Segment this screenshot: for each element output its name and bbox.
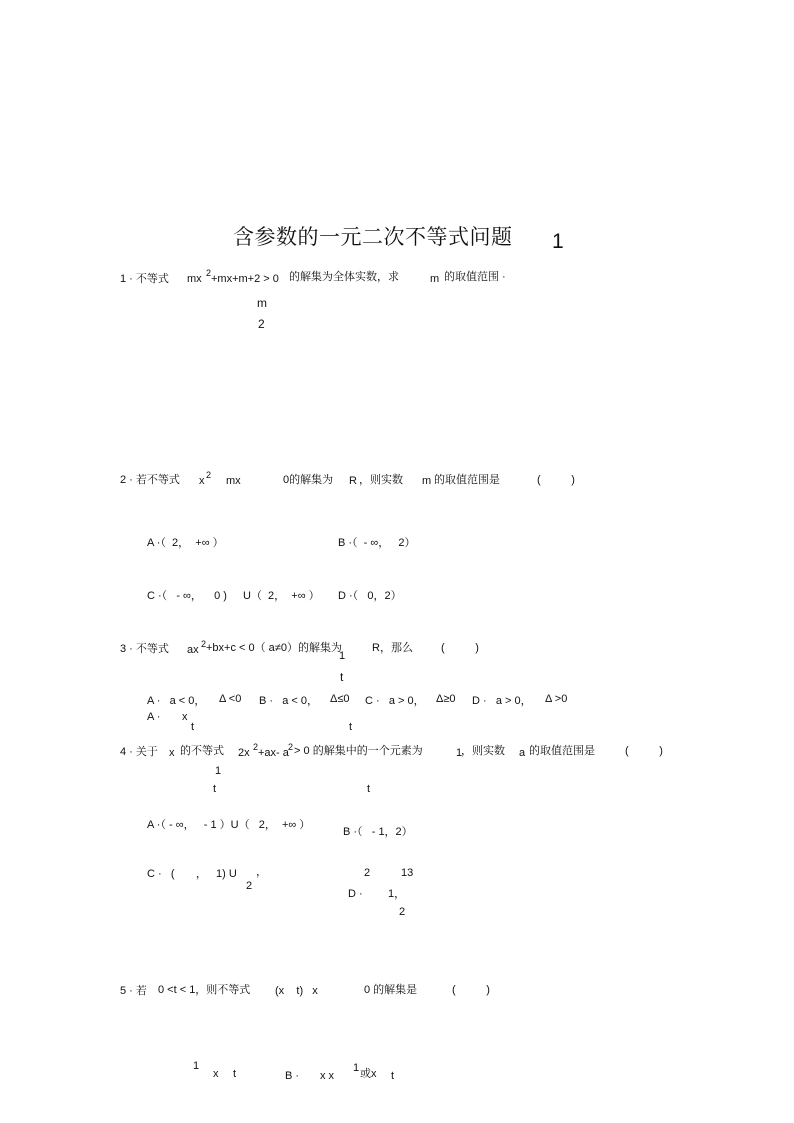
- q3-poly-a: ax: [187, 644, 199, 656]
- q4-option-d-bottom: 2: [399, 906, 406, 918]
- q3-paren: ( ): [441, 642, 479, 654]
- q2-x: x: [199, 475, 205, 487]
- q5-paren: ( ): [452, 984, 490, 996]
- q4-option-d: D ·: [348, 888, 363, 900]
- page-title-number: 1: [552, 230, 565, 253]
- q2-text: ，则实数: [359, 474, 403, 486]
- q4-option-c: C · ( ， 1) U: [147, 868, 237, 880]
- page-title: 含参数的一元二次不等式问题: [233, 226, 513, 249]
- q4-one: 1: [456, 747, 463, 759]
- q1-frac-bottom: 2: [258, 317, 265, 331]
- q1-text: 的解集为全体实数，求: [289, 271, 399, 283]
- q5-expr: (x t) x: [275, 985, 318, 997]
- q3-option-d: D · a > 0，: [472, 695, 532, 707]
- q4-option-a: A ·（ - ∞， - 1 ）U（ 2， +∞ ）: [147, 819, 311, 831]
- q5-option-a-t: t: [233, 1068, 237, 1080]
- q1-frac-top: m: [257, 296, 267, 310]
- q4-rest: ，则实数: [461, 745, 505, 757]
- q5-option-a-x: x: [213, 1068, 219, 1080]
- q2-option-c: C ·（ - ∞， 0 ): [147, 590, 227, 602]
- q4-poly-a: 2x: [238, 747, 250, 759]
- q4-option-c-comma: ，: [256, 866, 267, 878]
- q4-poly-c: > 0 的解集中的一个元素为: [291, 745, 423, 757]
- q2-var: m: [422, 475, 432, 487]
- q4-sup-2: 2: [288, 742, 294, 752]
- q2-option-b: B ·（ - ∞， 2）: [338, 537, 416, 549]
- q3-frac-bottom: t: [340, 670, 344, 684]
- q5-option-b-one: 1: [353, 1062, 360, 1074]
- q4-x: x: [169, 747, 175, 759]
- q4-number: 4 · 关于: [120, 746, 158, 758]
- q4-paren: ( ): [625, 745, 663, 757]
- q5-option-b-or: 或x: [360, 1068, 377, 1080]
- overflow-t1: t: [191, 721, 195, 733]
- q2-sup: 2: [206, 470, 212, 480]
- q5-option-b-t: t: [391, 1070, 395, 1082]
- q5-option-a-one: 1: [193, 1060, 200, 1072]
- q2-zero: 0的解集为: [283, 474, 334, 486]
- q1-poly-a: mx: [187, 273, 202, 285]
- q4-poly-b: +ax- a: [258, 747, 289, 759]
- q3-option-a: A · a < 0，: [147, 695, 206, 707]
- q2-paren: ( ): [537, 474, 575, 486]
- q3-sup: 2: [201, 639, 207, 649]
- q3-option-b-cond: Δ≤0: [330, 693, 350, 705]
- q4-var: a: [519, 747, 526, 759]
- q4-option-b: B ·（ - 1，2）: [343, 826, 413, 838]
- q5-option-b: B ·: [285, 1070, 300, 1082]
- q5-cond: 0 <t < 1，则不等式: [158, 984, 251, 996]
- q1-tail: 的取值范围 ·: [444, 271, 506, 283]
- overflow-option-a: A ·: [147, 711, 161, 723]
- q3-frac-top: 1: [339, 650, 346, 662]
- q2-number: 2 · 若不等式: [120, 474, 180, 486]
- q4-frac-top: 1: [215, 765, 222, 777]
- q4-option-d-one: 1，: [388, 888, 406, 900]
- q4-sup: 2: [253, 742, 259, 752]
- q4-tail: 的取值范围是: [529, 745, 595, 757]
- q4-option-c-sub: 2: [246, 880, 253, 892]
- q3-option-b: B · a < 0，: [259, 695, 318, 707]
- q4-option-d-top: 2: [364, 867, 371, 879]
- q1-var: m: [430, 273, 440, 285]
- q1-sup: 2: [206, 268, 212, 278]
- q4-text: 的不等式: [180, 745, 224, 757]
- overflow-x: x: [182, 711, 188, 723]
- overflow-t2: t: [349, 721, 353, 733]
- q3-option-d-cond: Δ >0: [545, 693, 568, 705]
- q4-frac-bottom: t: [213, 783, 217, 795]
- q4-option-d-13: 13: [401, 867, 414, 879]
- q2-tail: 的取值范围是: [434, 474, 500, 486]
- q3-poly-b: +bx+c < 0（ a≠0）的解集为: [206, 642, 342, 654]
- q3-option-a-cond: Δ <0: [219, 693, 242, 705]
- q3-option-c-cond: Δ≥0: [436, 693, 456, 705]
- q2-option-c-union: U（ 2， +∞ ）: [243, 590, 320, 602]
- q2-option-a: A ·（ 2， +∞ ）: [147, 537, 224, 549]
- q2-mx: mx: [226, 475, 241, 487]
- q2-R: R: [349, 475, 357, 487]
- q5-option-b-xx: x x: [320, 1070, 335, 1082]
- q3-R: R，那么: [372, 642, 413, 654]
- q3-number: 3 · 不等式: [120, 643, 169, 655]
- q5-zero: 0 的解集是: [364, 984, 418, 996]
- q1-number: 1 · 不等式: [120, 273, 169, 285]
- q4-t2: t: [367, 783, 371, 795]
- q5-number: 5 · 若: [120, 985, 147, 997]
- q2-option-d: D ·（ 0，2）: [338, 590, 402, 602]
- q1-poly-b: +mx+m+2 > 0: [211, 273, 279, 285]
- q3-option-c: C · a > 0，: [365, 695, 425, 707]
